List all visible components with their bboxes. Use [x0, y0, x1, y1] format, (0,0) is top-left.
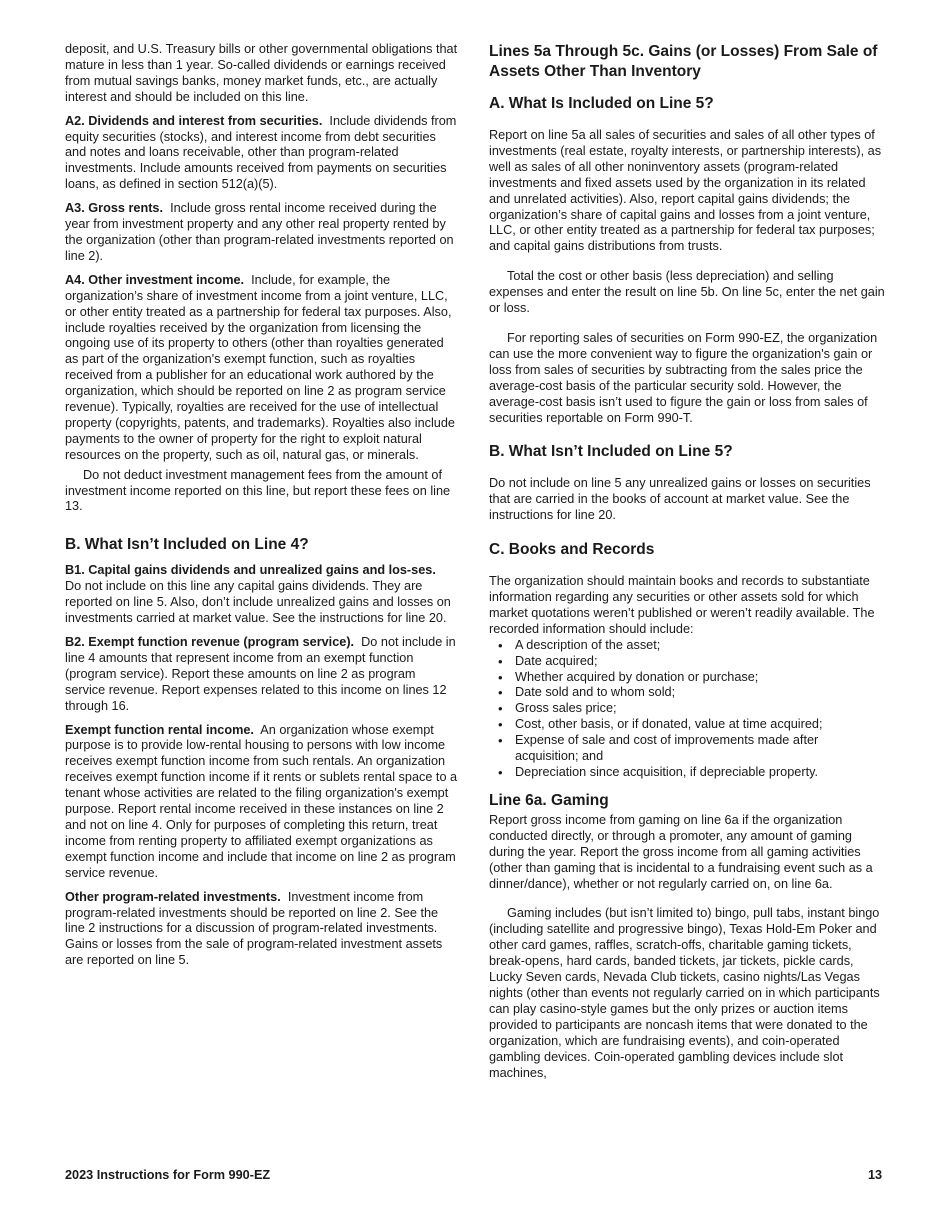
- a-paragraph-2: Total the cost or other basis (less depreciation) and selling expenses and enter the result on line 5b. On line 5c, enter the net gain or loss.: [489, 269, 885, 316]
- heading-books-records: C. Books and Records: [489, 541, 655, 559]
- list-item: • Whether acquired by donation or purchase;: [515, 670, 885, 686]
- exempt-rental-paragraph: [65, 723, 458, 882]
- a2-lead: A2. Dividends and interest from securities.: [65, 113, 323, 128]
- list-item: • Date sold and to whom sold;: [515, 685, 885, 701]
- a3-lead: A3. Gross rents.: [65, 201, 164, 216]
- other-pri-paragraph: [65, 890, 458, 970]
- list-item: • Depreciation since acquisition, if depreciable property.: [515, 765, 885, 781]
- heading-a-line5: A. What Is Included on Line 5?: [489, 95, 714, 112]
- left-column: [65, 42, 458, 977]
- exempt-rental-text: An organization whose exempt purpose is to provide low-rental housing to persons with low income receives exempt function income from such rentals. An organization receives exempt function income if it rents or sublets rental space to a tenant whose activities are related to the filing organization's exempt purpose. Report rental income received in these instances on line 2 and not on line 4. Only for purposes of completing this return, treat income from renting property to affiliated exempt organizations as exempt function income and include that income on line 2 as program service revenue.: [65, 722, 458, 880]
- a-paragraph-3: For reporting sales of securities on Form 990-EZ, the organization can use the more convenient way to figure the organization's gain or loss from sales of securities by subtracting from the sales price the average-cost basis of the particular security sold. However, the average-cost basis isn’t used to figure the gain or loss from sales of securities reportable on Form 990-T.: [489, 330, 878, 425]
- fees-paragraph: Do not deduct investment management fees from the amount of investment income reported on this line, but report these fees on line 13.: [65, 467, 451, 514]
- a2-paragraph: [65, 114, 458, 194]
- other-pri-lead: Other program-related investments.: [65, 889, 281, 904]
- b-paragraph: Do not include on line 5 any unrealized gains or losses on securities that are carried in the books of account at market value. See the instructions for line 20.: [489, 476, 871, 523]
- footer-title: 2023 Instructions for Form 990-EZ: [65, 1168, 271, 1182]
- heading-line-6a-gaming: Line 6a. Gaming: [489, 791, 609, 809]
- b1-lead: B1. Capital gains dividends and unrealized gains and los-ses.: [65, 563, 436, 578]
- records-list: [489, 638, 885, 781]
- b1-text: Do not include on this line any capital gains dividends. They are reported on line 5. Also, don’t include unrealized gains and losses on investments carried at market value. See the instructions for line 20.: [65, 579, 451, 626]
- intro-paragraph: deposit, and U.S. Treasury bills or other governmental obligations that mature in less than 1 year. So-called dividends or earnings received from mutual savings banks, money market funds, etc., are actually interest and should be included on this line.: [65, 42, 458, 104]
- list-item: • Date acquired;: [515, 654, 885, 670]
- right-column: [489, 42, 885, 1081]
- heading-lines-5a-5c: Lines 5a Through 5c. Gains (or Losses) From Sale of Assets Other Than Inventory: [489, 43, 878, 80]
- list-item: • A description of the asset;: [515, 638, 885, 654]
- exempt-rental-lead: Exempt function rental income.: [65, 722, 254, 737]
- heading-b-line4: B. What Isn’t Included on Line 4?: [65, 536, 309, 554]
- a4-lead: A4. Other investment income.: [65, 272, 245, 287]
- page-number: 13: [868, 1168, 883, 1182]
- a2-text: Include dividends from equity securities (stocks), and interest income from debt securities and notes and loans receivable, other than program-related investments. Include amounts received from payments on securities loans, as defined in section 512(a)(5).: [65, 113, 457, 192]
- a4-paragraph: [65, 273, 458, 464]
- heading-b-line5: B. What Isn’t Included on Line 5?: [489, 443, 733, 461]
- b1-paragraph: [65, 563, 458, 627]
- list-item: • Cost, other basis, or if donated, value at time acquired;: [515, 717, 885, 733]
- a-paragraph-1: Report on line 5a all sales of securities and sales of all other types of investments (real estate, royalty interests, or partnership interests), as well as sales of all other noninventory assets (program-related investments and fixed assets used by the organization in its related and unrelated activities). Also, report capital gains dividends; the organization’s share of capital gains and losses from a joint venture, LLC, or other entity treated as a partnership for federal tax purposes; and capital gains distributions from trusts.: [489, 128, 882, 254]
- a4-text: Include, for example, the organization’s share of investment income from a joint venture, LLC, or other entity treated as a partnership for federal tax purposes. Also, include royalties received by the organization from licensing the ongoing use of its property to others (other than royalties generated as part of the organization's exempt function, such as royalties received from a publisher for an educational work authored by the organization, which should be reported on line 2 as program service revenue). Typically, royalties are received for the use of intellectual property (copyrights, patents, and trademarks). Royalties also include payments to the owner of property for the right to exploit natural resources on the property, such as oil, natural gas, or minerals.: [65, 272, 455, 462]
- a3-paragraph: [65, 201, 458, 265]
- other-pri-text: Investment income from program-related investments should be reported on line 2. See the line 2 instructions for a discussion of program-related investments. Gains or losses from the sale of program-related investment assets are reported on line 5.: [65, 889, 443, 968]
- b2-text: Do not include in line 4 amounts that represent income from an exempt function (program service). Report these amounts on line 2 as program service revenue. Report expenses related to this income on lines 12 through 16.: [65, 635, 456, 713]
- list-item: • Expense of sale and cost of improvements made after acquisition; and: [515, 733, 885, 765]
- gaming-paragraph-2: Gaming includes (but isn’t limited to) bingo, pull tabs, instant bingo (including satellite and progressive bingo), Texas Hold-Em Poker and other card games, raffles, scratch-offs, charitable gaming tickets, break-opens, hard cards, banded tickets, jar tickets, pickle cards, Lucky Seven cards, Nevada Club tickets, casino nights/Las Vegas nights (other than events not regularly carried on in which participants can play casino-style games but the only prizes or auction items provided to participants are noncash items that were donated to the organization, which are fundraising events), and coin-operated gambling devices. Coin-operated gambling devices include slot machines,: [489, 906, 880, 1080]
- b2-paragraph: [65, 635, 458, 715]
- gaming-paragraph-1: Report gross income from gaming on line 6a if the organization conducted directly, or through a promoter, any amount of gaming during the year. Report the gross income from all gaming activities (other than gaming that is incidental to a fundraising event such as a dinner/dance), whether or not regularly carried on, on line 6a.: [489, 812, 873, 891]
- b2-lead: B2. Exempt function revenue (program service).: [65, 635, 355, 649]
- c-paragraph: The organization should maintain books and records to substantiate information regarding any securities or other assets sold for which market quotations weren’t published or weren’t readily available. The recorded information should include:: [489, 574, 875, 636]
- a3-text: Include gross rental income received during the year from investment property and any other real property rented by the organization (other than program-related investments reported on line 2).: [65, 201, 454, 263]
- list-item: • Gross sales price;: [515, 701, 885, 717]
